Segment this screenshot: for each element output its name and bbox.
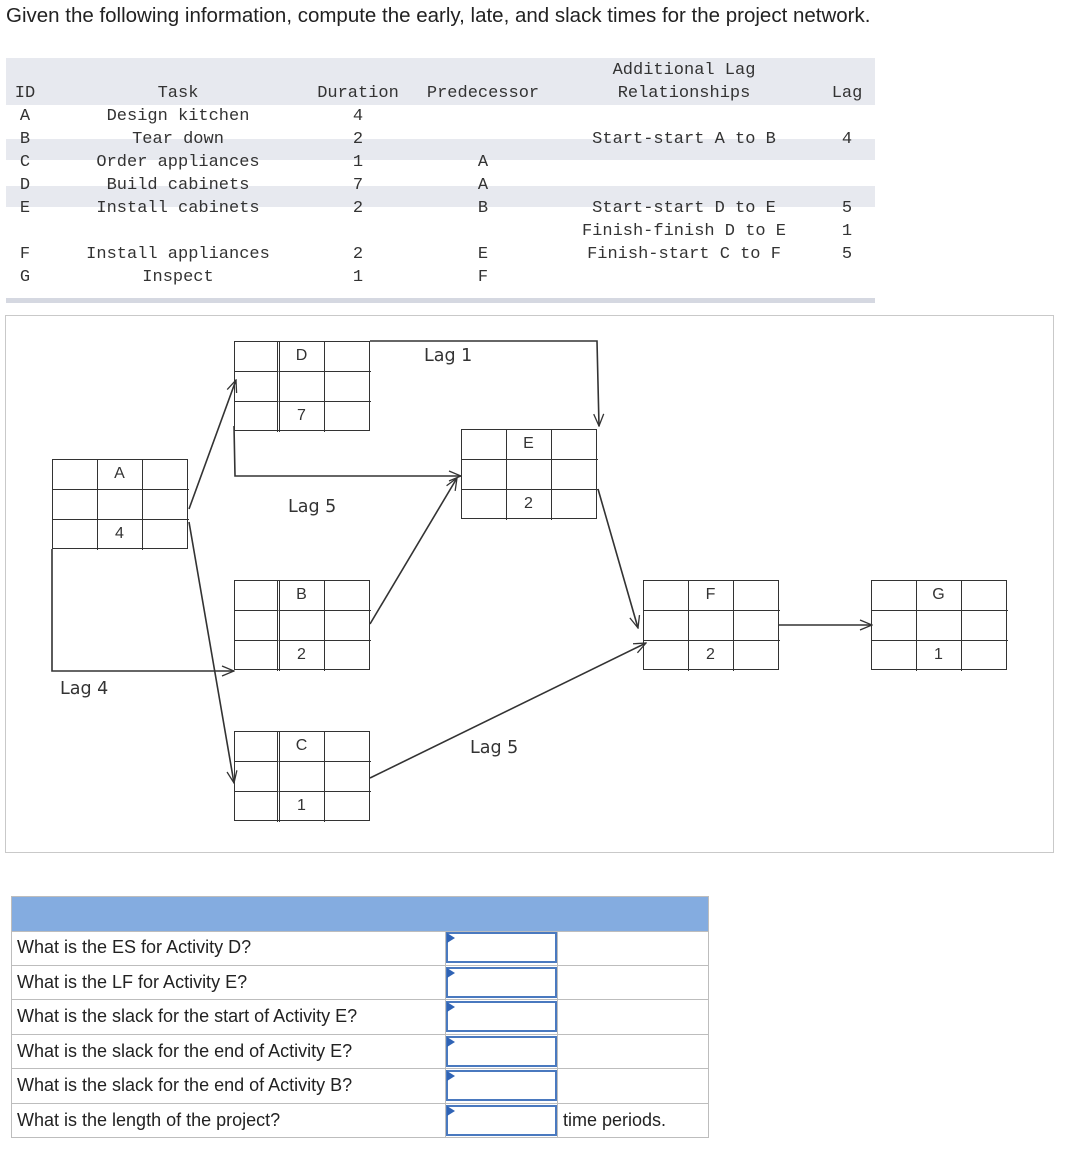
input-marker-icon — [447, 1071, 455, 1081]
cell-lag: 5 — [841, 245, 853, 264]
network-diagram — [5, 315, 1054, 853]
activity-node-b — [234, 580, 370, 670]
answer-unit-label: time periods. — [563, 1109, 667, 1130]
column-divider — [557, 1000, 558, 1034]
cell-lag: 1 — [841, 222, 853, 241]
lag-label-c-f: Lag 5 — [470, 738, 519, 758]
arrow-e-f — [598, 489, 638, 628]
column-divider — [557, 1069, 558, 1103]
header-lag: Lag — [831, 84, 863, 103]
cell-task: Build cabinets — [106, 176, 250, 195]
cell-predecessor: A — [477, 176, 489, 195]
arrow-b-e — [370, 478, 457, 624]
question-row — [12, 931, 708, 966]
question-table-header — [12, 897, 708, 932]
cell-id: G — [19, 268, 31, 287]
node-duration: 7 — [297, 407, 306, 424]
node-duration: 1 — [297, 797, 306, 814]
node-label: F — [705, 586, 716, 603]
cell-id: B — [19, 130, 31, 149]
node-duration: 2 — [524, 495, 533, 512]
cell-predecessor: F — [477, 268, 489, 287]
arrow-a-d — [189, 380, 236, 509]
node-label: E — [523, 435, 534, 452]
node-label: A — [114, 465, 125, 482]
cell-lag: 5 — [841, 199, 853, 218]
node-label: C — [295, 737, 308, 754]
question-text: What is the length of the project? — [17, 1109, 281, 1130]
node-label: B — [296, 586, 307, 603]
lag-label-a-b: Lag 4 — [60, 679, 109, 699]
cell-duration: 4 — [352, 107, 364, 126]
column-divider — [557, 931, 558, 965]
answer-input-es-d[interactable] — [446, 932, 557, 963]
cell-predecessor: E — [477, 245, 489, 264]
question-row — [12, 1069, 708, 1104]
header-predecessor: Predecessor — [426, 84, 540, 103]
cell-relationship: Finish-finish D to E — [581, 222, 787, 241]
answer-input-slack-start-e[interactable] — [446, 1001, 557, 1032]
activity-table — [6, 58, 875, 304]
column-divider — [557, 966, 558, 1000]
activity-node-c — [234, 731, 370, 821]
cell-id: F — [19, 245, 31, 264]
activity-node-e — [461, 429, 597, 519]
activity-node-f — [643, 580, 779, 670]
lag-label-d-e-top: Lag 1 — [424, 346, 473, 366]
question-row — [12, 1035, 708, 1070]
question-text: What is the slack for the end of Activity B? — [17, 1075, 353, 1095]
input-marker-icon — [447, 933, 455, 943]
header-id: ID — [14, 84, 36, 103]
cell-predecessor: B — [477, 199, 489, 218]
answer-input-slack-end-b[interactable] — [446, 1070, 557, 1101]
column-divider — [557, 1035, 558, 1069]
arrow-a-b — [52, 549, 234, 671]
header-task: Task — [157, 84, 199, 103]
arrow-a-c — [189, 522, 234, 783]
input-marker-icon — [447, 968, 455, 978]
input-marker-icon — [447, 1037, 455, 1047]
cell-id: A — [19, 107, 31, 126]
cell-duration: 1 — [352, 268, 364, 287]
column-divider — [557, 1104, 558, 1139]
question-row — [12, 966, 708, 1001]
input-marker-icon — [447, 1002, 455, 1012]
header-duration: Duration — [317, 84, 399, 103]
cell-task: Inspect — [142, 268, 214, 287]
cell-relationship: Finish-start C to F — [587, 245, 781, 264]
node-label: G — [932, 586, 945, 603]
cell-id: E — [19, 199, 31, 218]
node-duration: 1 — [934, 646, 943, 663]
answer-input-project-length[interactable] — [446, 1105, 557, 1136]
activity-node-d — [234, 341, 370, 431]
node-duration: 2 — [297, 646, 306, 663]
answer-input-lf-e[interactable] — [446, 967, 557, 998]
question-text: What is the slack for the end of Activity E? — [17, 1040, 353, 1061]
cell-task: Tear down — [132, 130, 224, 149]
cell-lag: 4 — [841, 130, 853, 149]
answer-input-slack-end-e[interactable] — [446, 1036, 557, 1067]
cell-relationship: Start-start A to B — [592, 130, 776, 149]
table-bottom-rule — [6, 298, 875, 303]
cell-duration: 1 — [352, 153, 364, 172]
question-text: What is the slack for the start of Activity E? — [17, 1006, 358, 1026]
cell-task: Order appliances — [96, 153, 260, 172]
cell-id: D — [19, 176, 31, 195]
question-text: What is the LF for Activity E? — [17, 971, 248, 992]
input-marker-icon — [447, 1106, 455, 1116]
question-text: What is the ES for Activity D? — [17, 937, 252, 957]
cell-duration: 7 — [352, 176, 364, 195]
activity-node-g — [871, 580, 1007, 670]
cell-duration: 2 — [352, 199, 364, 218]
lag-label-d-e-mid: Lag 5 — [288, 497, 337, 517]
arrow-d-e-lag1 — [370, 341, 599, 426]
cell-relationship: Start-start D to E — [592, 199, 776, 218]
cell-id: C — [19, 153, 31, 172]
cell-task: Install cabinets — [96, 199, 260, 218]
cell-task: Install appliances — [86, 245, 270, 264]
question-row — [12, 1000, 708, 1035]
problem-prompt: Given the following information, compute the early, late, and slack times for the project network. — [6, 4, 871, 27]
header-lag-relationships: Additional Lag — [612, 61, 756, 80]
cell-duration: 2 — [352, 130, 364, 149]
header-lag-relationships: Relationships — [617, 84, 751, 103]
node-duration: 2 — [706, 646, 715, 663]
cell-task: Design kitchen — [106, 107, 250, 126]
activity-node-a — [52, 459, 188, 549]
node-duration: 4 — [115, 525, 124, 542]
node-label: D — [295, 347, 308, 364]
question-table — [11, 896, 709, 1138]
question-row — [12, 1104, 708, 1139]
cell-predecessor: A — [477, 153, 489, 172]
arrow-d-e-lag5 — [234, 426, 461, 476]
cell-duration: 2 — [352, 245, 364, 264]
